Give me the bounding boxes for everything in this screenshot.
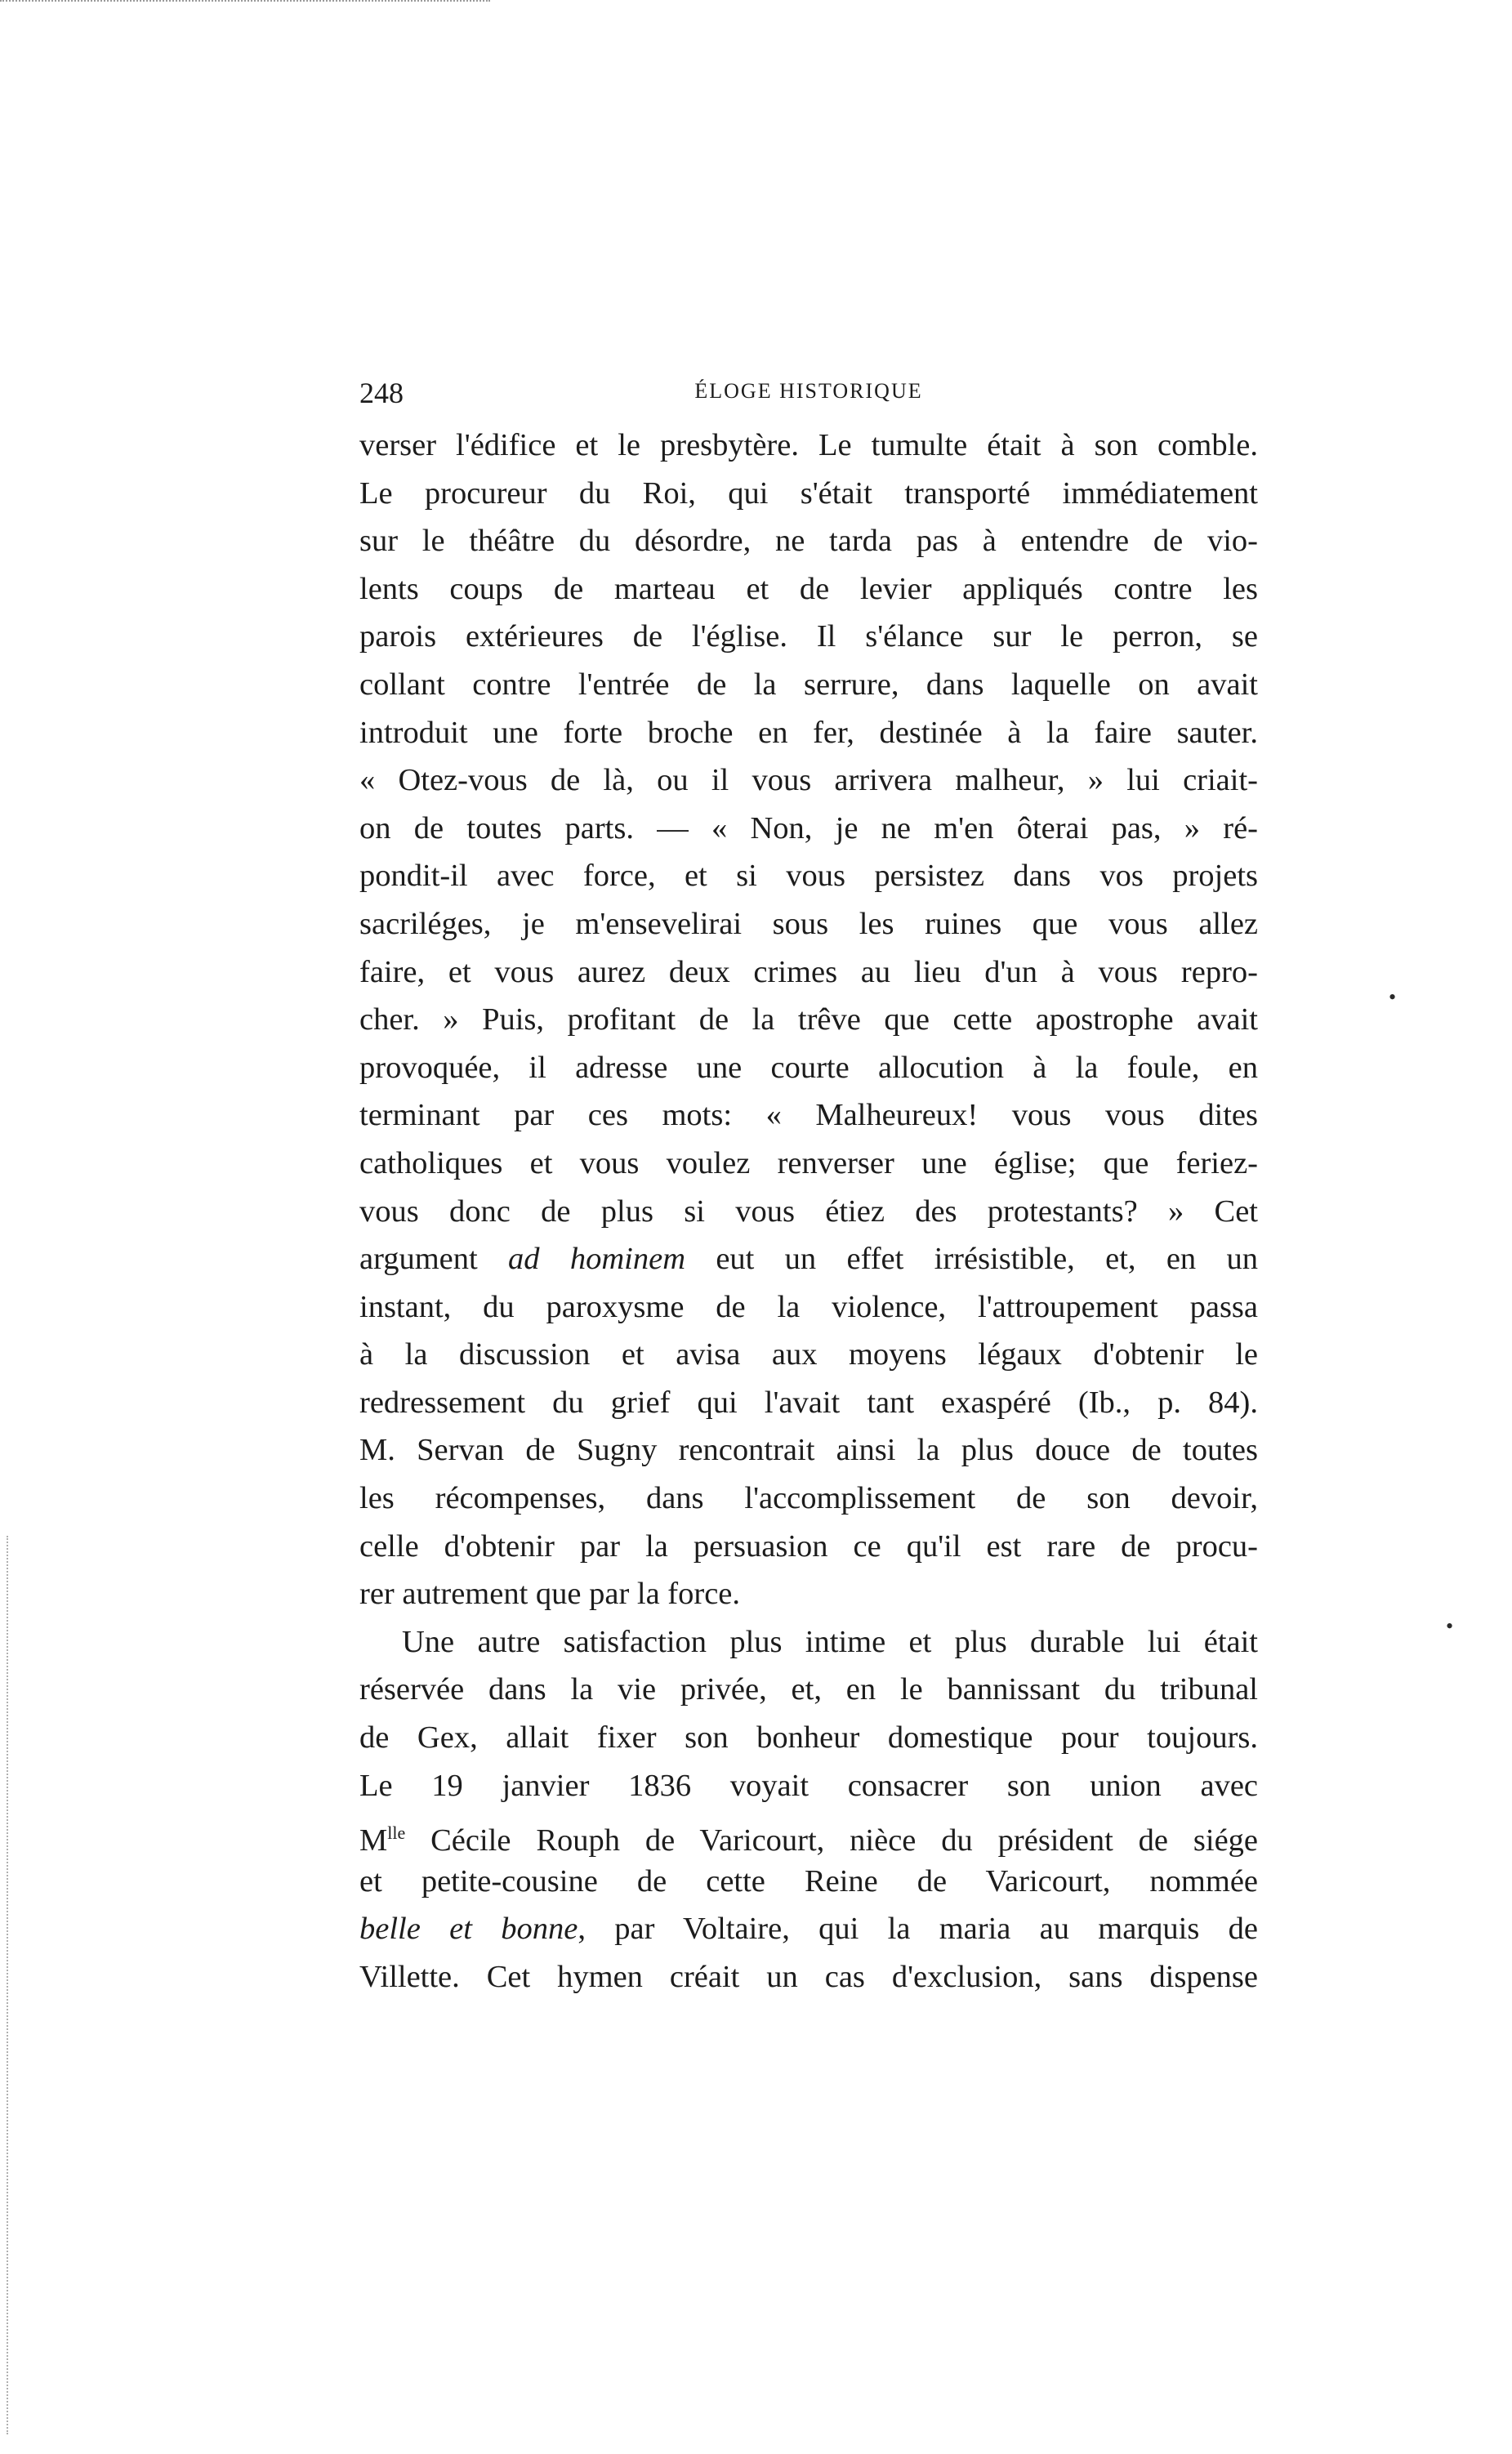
text-line: Une autre satisfaction plus intime et plus durable lui était: [402, 1624, 1258, 1659]
text-fragment: , par Voltaire, qui la maria au marquis de: [578, 1912, 1258, 1947]
text-line: celle d'obtenir par la persuasion ce qu'il est rare de procu-: [359, 1528, 1258, 1564]
margin-mark: •: [1389, 985, 1397, 1009]
text-line: les récompenses, dans l'accomplissement de son devoir,: [359, 1481, 1258, 1516]
italic-phrase: ad hominem: [508, 1242, 685, 1277]
text-line: cher. » Puis, profitant de la trêve que cette apostrophe avait: [359, 1002, 1258, 1037]
text-line: provoquée, il adresse une courte allocution à la foule, en: [359, 1050, 1258, 1085]
running-head-title: ÉLOGE HISTORIQUE: [694, 379, 923, 403]
text-line: lents coups de marteau et de levier appliqués contre les: [359, 571, 1258, 606]
text-line: rer autrement que par la force.: [359, 1577, 741, 1612]
running-head: [359, 376, 1258, 415]
text-line: Le 19 janvier 1836 voyait consacrer son union avec: [359, 1768, 1258, 1803]
text-line: Le procureur du Roi, qui s'était transporté immédiatement: [359, 475, 1258, 511]
page-number: 248: [359, 377, 404, 409]
text-line: on de toutes parts. — « Non, je ne m'en ôterai pas, » ré-: [359, 810, 1258, 846]
text-line: instant, du paroxysme de la violence, l'attroupement passa: [359, 1289, 1258, 1324]
text-fragment: Cécile Rouph de Varicourt, nièce du président de siége: [405, 1823, 1258, 1858]
text-line: faire, et vous aurez deux crimes au lieu d'un à vous repro-: [359, 954, 1258, 989]
text-line: introduit une forte broche en fer, destinée à la faire sauter.: [359, 715, 1258, 750]
superscript-abbrev: lle: [387, 1823, 406, 1844]
book-page: [359, 376, 1258, 2001]
text-line: terminant par ces mots: « Malheureux! vous vous dites: [359, 1098, 1258, 1133]
text-line: « Otez-vous de là, ou il vous arrivera malheur, » lui criait-: [359, 763, 1258, 798]
text-line: pondit-il avec force, et si vous persistez dans vos projets: [359, 859, 1258, 894]
scan-edge-top: [0, 0, 490, 5]
text-line: redressement du grief qui l'avait tant exaspéré (Ib., p. 84).: [359, 1385, 1258, 1420]
text-line: et petite-cousine de cette Reine de Varicourt, nommée: [359, 1863, 1258, 1899]
text-fragment: M: [359, 1823, 388, 1858]
italic-phrase: belle et bonne: [359, 1912, 578, 1947]
text-line: parois extérieures de l'église. Il s'élance sur le perron, se: [359, 619, 1258, 654]
text-line: réservée dans la vie privée, et, en le bannissant du tribunal: [359, 1672, 1258, 1707]
text-line: vous donc de plus si vous étiez des protestants? » Cet: [359, 1194, 1258, 1229]
text-line: à la discussion et avisa aux moyens légaux d'obtenir le: [359, 1337, 1258, 1372]
text-line: [359, 1235, 1258, 1283]
text-line: collant contre l'entrée de la serrure, dans laquelle on avait: [359, 667, 1258, 702]
text-line: M. Servan de Sugny rencontrait ainsi la plus douce de toutes: [359, 1433, 1258, 1468]
text-fragment: argument: [359, 1242, 509, 1277]
body-text: [359, 422, 1258, 2001]
text-line: [359, 1809, 1258, 1858]
text-line: Villette. Cet hymen créait un cas d'exclusion, sans dispense: [359, 1960, 1258, 1994]
text-line: catholiques et vous voulez renverser une église; que feriez-: [359, 1145, 1258, 1180]
text-line: verser l'édifice et le presbytère. Le tumulte était à son comble.: [359, 428, 1258, 462]
scan-edge-left: [7, 1536, 10, 2434]
text-line: [359, 1905, 1258, 1953]
text-line: sacriléges, je m'ensevelirai sous les ruines que vous allez: [359, 906, 1258, 941]
text-line: sur le théâtre du désordre, ne tarda pas à entendre de vio-: [359, 524, 1258, 559]
text-fragment: eut un effet irrésistible, et, en un: [685, 1242, 1258, 1277]
text-line: de Gex, allait fixer son bonheur domestique pour toujours.: [359, 1720, 1258, 1756]
margin-mark: •: [1446, 1614, 1454, 1638]
